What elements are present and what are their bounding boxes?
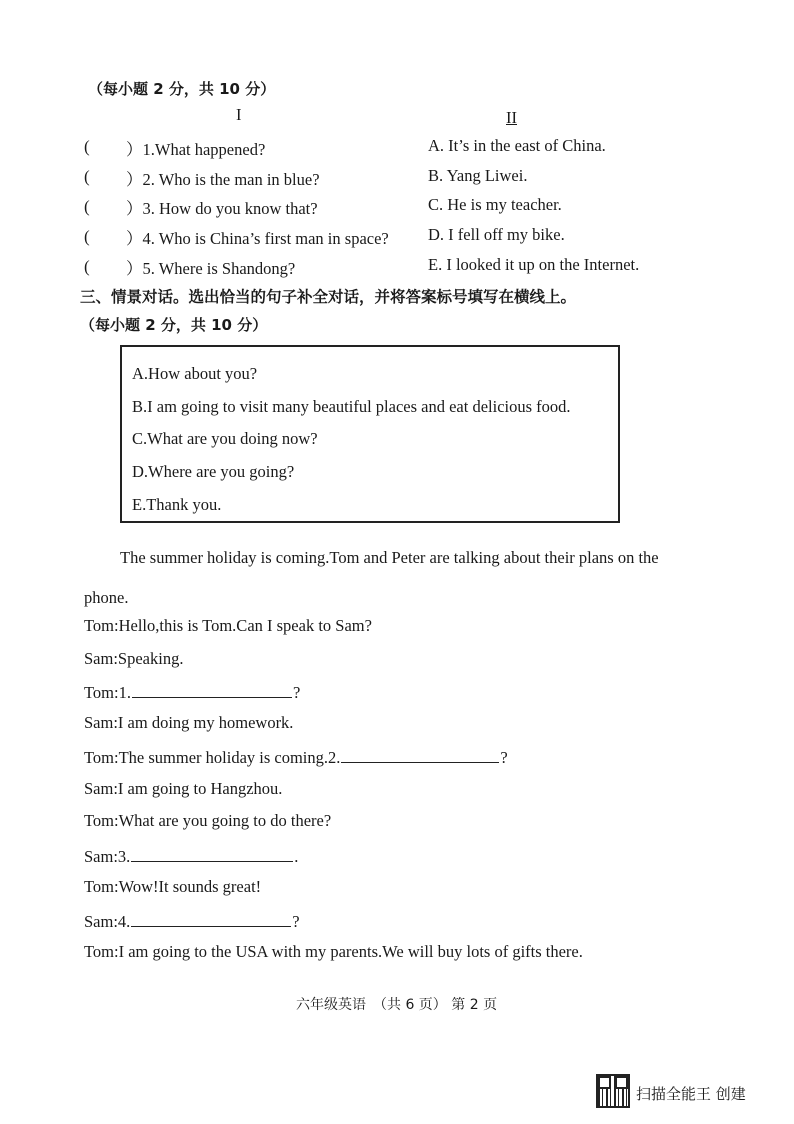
question-3: ）3. How do you know that? (126, 199, 318, 218)
option-c: C.What are you doing now? (132, 429, 318, 448)
column-header-1: I (236, 105, 242, 124)
dialogue-suffix: ? (292, 683, 301, 702)
intro-line-2: phone. (84, 588, 129, 607)
column-header-2: II (506, 108, 517, 127)
answer-blank-4[interactable] (131, 910, 291, 927)
intro-line-1: The summer holiday is coming.Tom and Peter are talking about their plans on the (120, 548, 659, 567)
option-b: B.I am going to visit many beautiful places and eat delicious food. (132, 397, 571, 416)
dialogue-line: Sam:I am going to Hangzhou. (84, 779, 283, 798)
answer-paren[interactable]: ( (84, 257, 90, 276)
dialogue-prefix: Tom:The summer holiday is coming.2. (84, 748, 341, 767)
dialogue-line: Sam:I am doing my homework. (84, 713, 294, 732)
dialogue-suffix: ? (292, 912, 300, 931)
dialogue-line: Tom:Hello,this is Tom.Can I speak to Sam? (84, 616, 372, 635)
answer-blank-2[interactable] (341, 746, 499, 763)
option-a: A.How about you? (132, 364, 258, 383)
answer-paren[interactable]: ( (84, 197, 90, 216)
page-footer: 六年级英语 （共 6 页） 第 2 页 (296, 997, 498, 1013)
question-5: ）5. Where is Shandong? (126, 259, 296, 278)
qr-code-icon (596, 1074, 630, 1108)
dialogue-line: Sam:Speaking. (84, 649, 184, 668)
answer-d: D. I fell off my bike. (428, 225, 565, 244)
question-1: ）1.What happened? (126, 140, 266, 159)
dialogue-prefix: Sam:3. (84, 847, 131, 866)
answer-paren[interactable]: ( (84, 137, 90, 156)
scanner-watermark: 扫描全能王 创建 (636, 1085, 746, 1103)
section2-score-note: （每小题 2 分，共 10 分） (88, 80, 276, 98)
dialogue-line: Tom:I am going to the USA with my parents.We will buy lots of gifts there. (84, 942, 583, 961)
dialogue-line: Tom:What are you going to do there? (84, 811, 332, 830)
section3-title: 三、情景对话。选出恰当的句子补全对话，并将答案标号填写在横线上。 (80, 288, 577, 306)
answer-c: C. He is my teacher. (428, 195, 562, 214)
dialogue-prefix: Tom:1. (84, 683, 131, 702)
dialogue-line-blank-1 (84, 681, 300, 703)
dialogue-prefix: Sam:4. (84, 912, 131, 931)
question-2: ）2. Who is the man in blue? (126, 170, 320, 189)
answer-blank-1[interactable] (132, 681, 292, 698)
dialogue-line-blank-3 (84, 845, 298, 867)
answer-a: A. It’s in the east of China. (428, 136, 606, 155)
option-d: D.Where are you going? (132, 462, 295, 481)
dialogue-suffix: ? (500, 748, 508, 767)
answer-e: E. I looked it up on the Internet. (428, 255, 640, 274)
answer-paren[interactable]: ( (84, 167, 90, 186)
answer-b: B. Yang Liwei. (428, 166, 528, 185)
question-4: ）4. Who is China’s first man in space? (126, 229, 389, 248)
option-e: E.Thank you. (132, 495, 222, 514)
answer-blank-3[interactable] (131, 845, 293, 862)
section3-score-note: （每小题 2 分，共 10 分） (80, 316, 268, 334)
dialogue-line-blank-4 (84, 910, 300, 932)
dialogue-suffix: . (294, 847, 299, 866)
dialogue-line: Tom:Wow!It sounds great! (84, 877, 262, 896)
dialogue-line-blank-2 (84, 746, 508, 768)
answer-paren[interactable]: ( (84, 227, 90, 246)
